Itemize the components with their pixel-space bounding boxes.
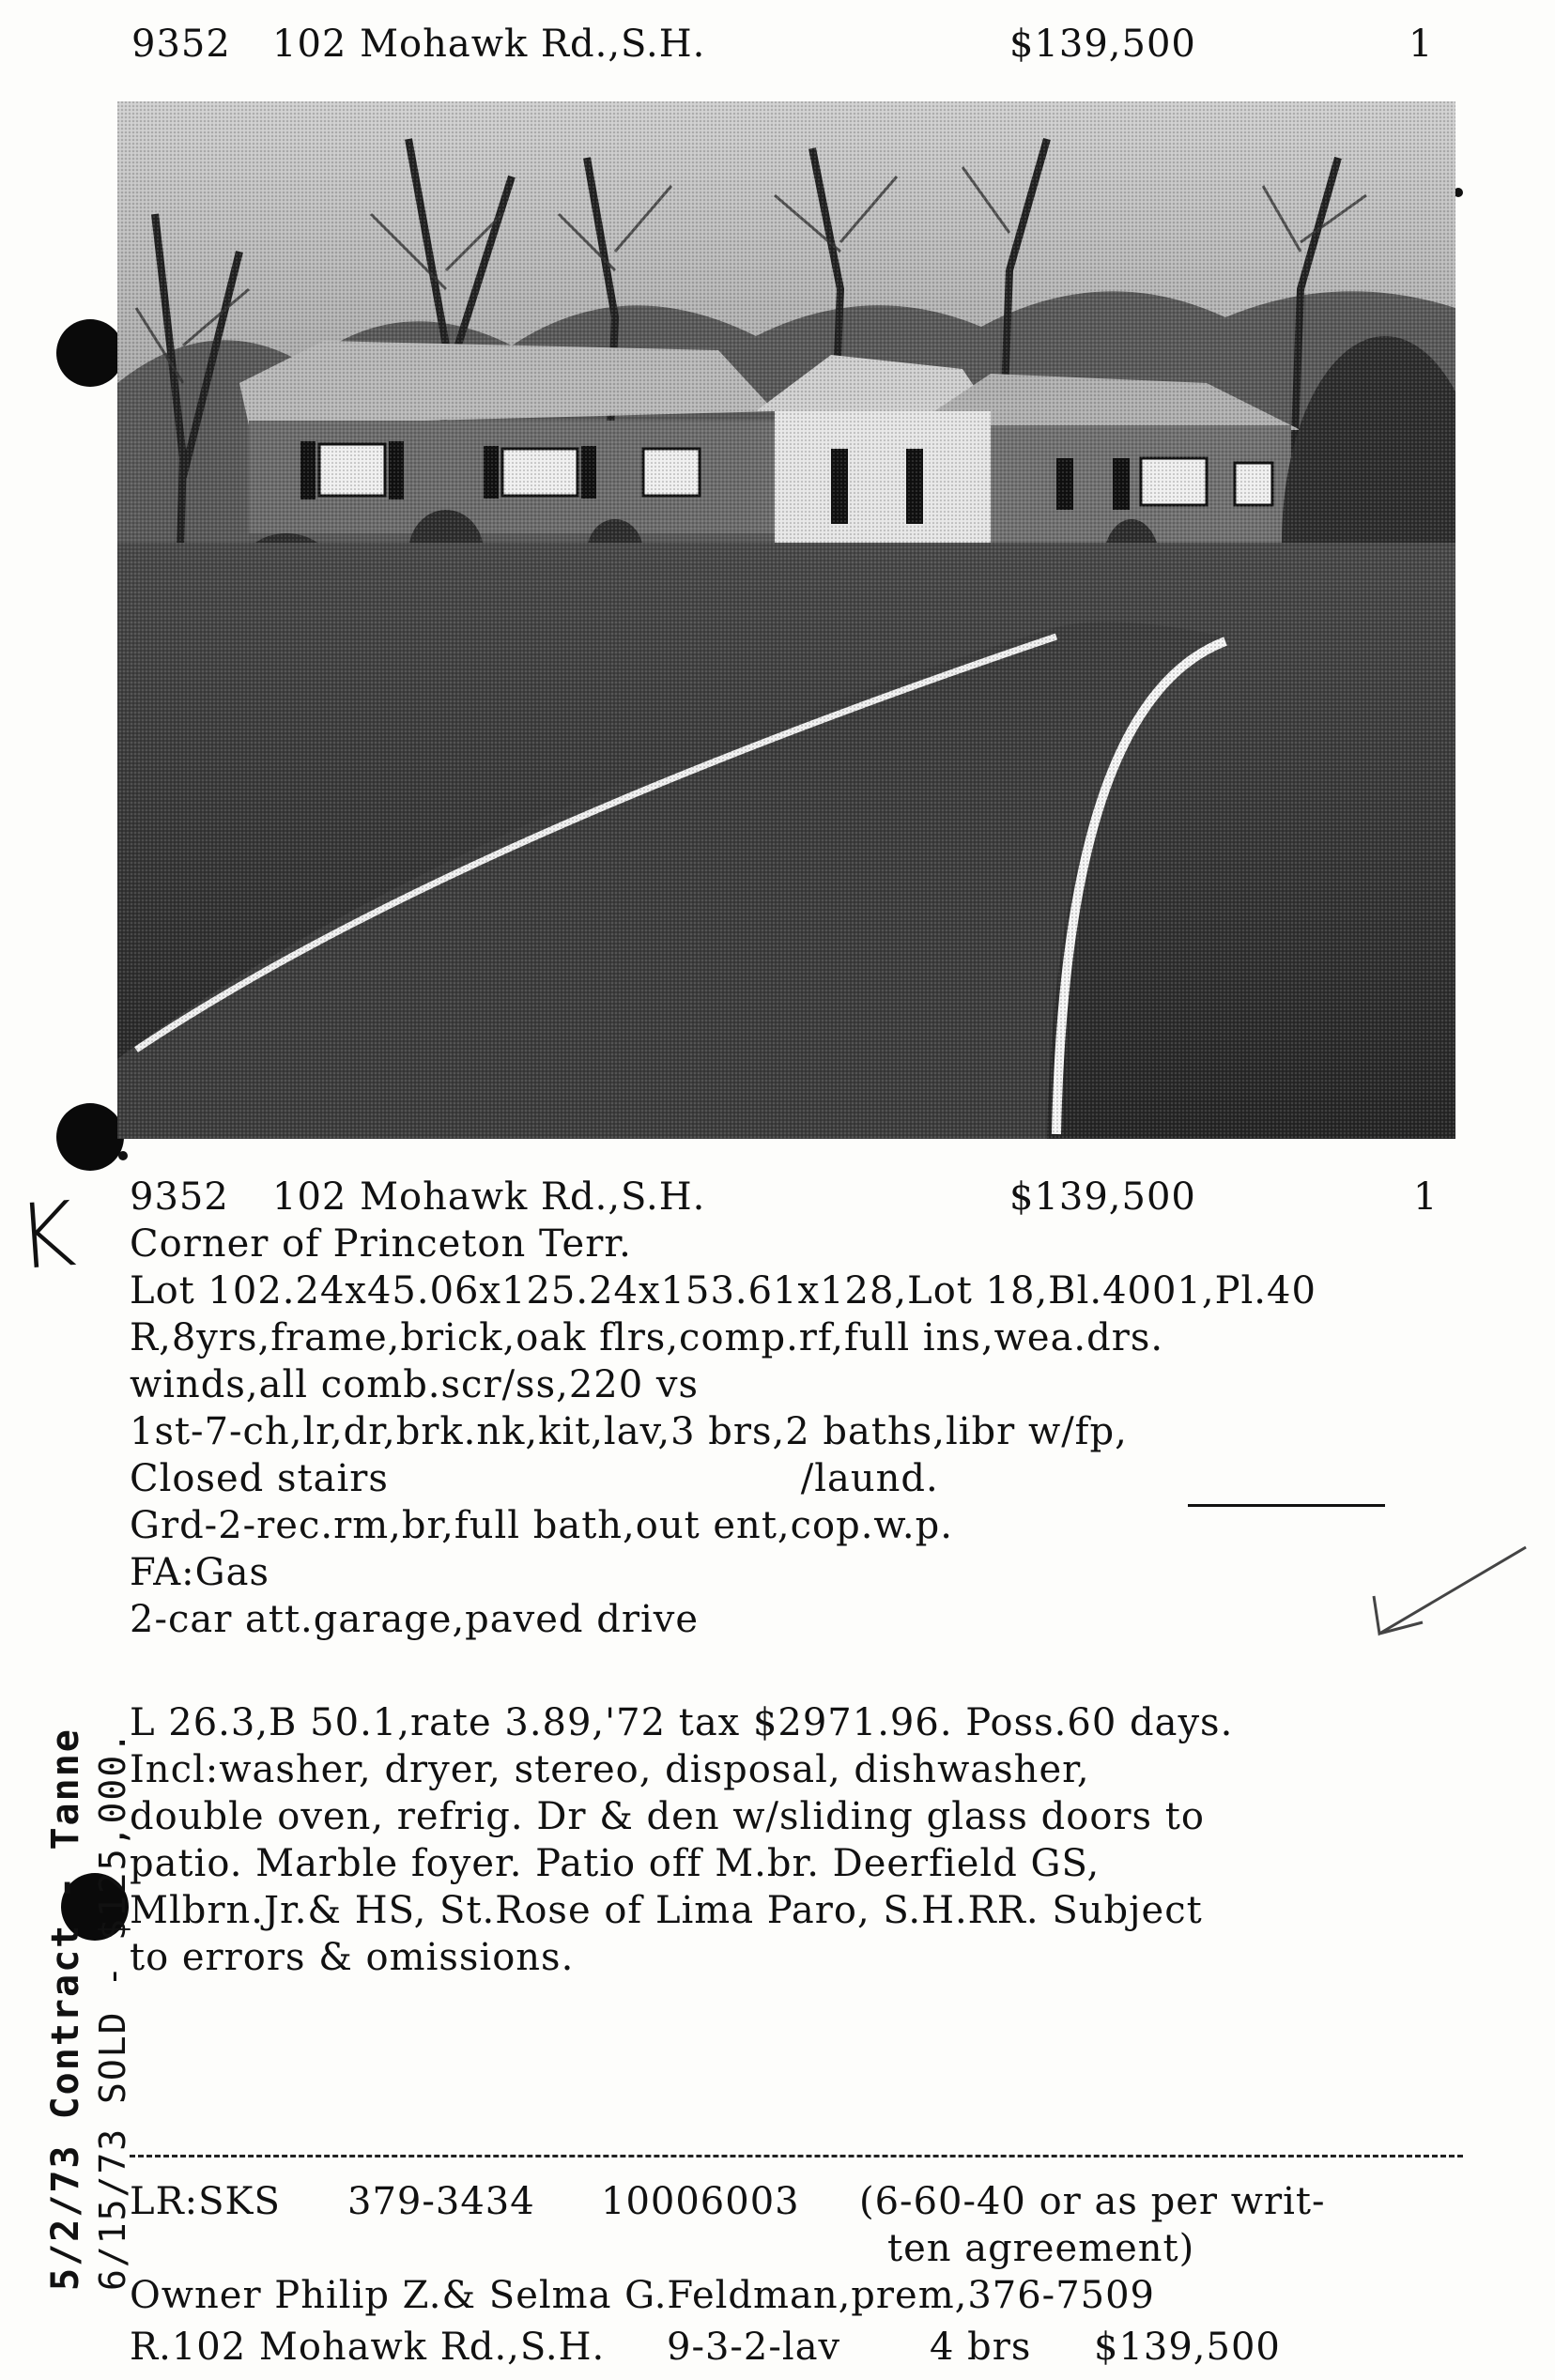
lr-code: LR:SKS	[130, 2180, 281, 2223]
detail-line: 2-car att.garage,paved drive	[130, 1598, 700, 1641]
underline	[1188, 1504, 1385, 1507]
contract-stamp: 5/2/73 Contract - Tanne	[44, 1727, 87, 2291]
listing-code: 10006003	[601, 2180, 800, 2223]
residence-address: R.102 Mohawk Rd.,S.H.	[130, 2326, 606, 2369]
house-photo	[117, 101, 1455, 1139]
house-photo-icon	[117, 101, 1455, 1139]
remarks-line: double oven, refrig. Dr & den w/sliding glass doors to	[130, 1795, 1205, 1838]
terms: (6-60-40 or as per writ-	[859, 2180, 1326, 2223]
header-address: 102 Mohawk Rd.,S.H.	[272, 23, 706, 66]
remarks-line: Incl:washer, dryer, stereo, disposal, dishwasher,	[130, 1748, 1090, 1791]
detail-line: Lot 102.24x45.06x125.24x153.61x128,Lot 18,Bl.4001,Pl.40	[130, 1269, 1316, 1313]
remarks-line: to errors & omissions.	[130, 1936, 575, 1979]
header-price: $139,500	[1009, 23, 1196, 66]
detail-line: R,8yrs,frame,brick,oak flrs,comp.rf,full ins,wea.drs.	[130, 1316, 1164, 1359]
room-summary: 9-3-2-lav	[667, 2326, 841, 2369]
owner-line: Owner Philip Z.& Selma G.Feldman,prem,376-7509	[130, 2274, 1155, 2317]
remarks-line: patio. Marble foyer. Patio off M.br. Deerfield GS,	[130, 1842, 1101, 1885]
remarks-line: Mlbrn.Jr.& HS, St.Rose of Lima Paro, S.H.RR. Subject	[130, 1889, 1203, 1932]
property-address: 102 Mohawk Rd.,S.H.	[272, 1175, 706, 1219]
detail-line: 1st-7-ch,lr,dr,brk.nk,kit,lav,3 brs,2 baths,libr w/fp,	[130, 1410, 1128, 1453]
sold-stamp: 6/15/73 SOLD - $125,000.	[92, 1729, 133, 2291]
ink-dot	[118, 1151, 128, 1160]
footer-price: $139,500	[1094, 2326, 1281, 2369]
detail-line: winds,all comb.scr/ss,220 vs	[130, 1363, 700, 1406]
listing-number: 9352	[130, 1175, 229, 1219]
phone-number: 379-3434	[347, 2180, 535, 2223]
punch-hole	[56, 319, 124, 387]
divider	[130, 2155, 1463, 2157]
handwritten-initial: K	[13, 1182, 80, 1291]
terms-continued: ten agreement)	[887, 2227, 1195, 2270]
asking-price: $139,500	[1009, 1175, 1196, 1219]
bedroom-count: 4 brs	[930, 2326, 1032, 2369]
checkmark-icon	[1366, 1540, 1535, 1643]
punch-hole	[56, 1103, 124, 1171]
detail-line: Grd-2-rec.rm,br,full bath,out ent,cop.w.p.	[130, 1504, 953, 1547]
page-number: 1	[1413, 1175, 1439, 1219]
detail-line: Corner of Princeton Terr.	[130, 1222, 632, 1266]
remarks-line: L 26.3,B 50.1,rate 3.89,'72 tax $2971.96. Poss.60 days.	[130, 1701, 1234, 1744]
detail-line: FA:Gas	[130, 1551, 269, 1594]
detail-line: Closed stairs /laund.	[130, 1457, 939, 1500]
header-listing-number: 9352	[131, 23, 231, 66]
header-page-number: 1	[1409, 23, 1434, 66]
